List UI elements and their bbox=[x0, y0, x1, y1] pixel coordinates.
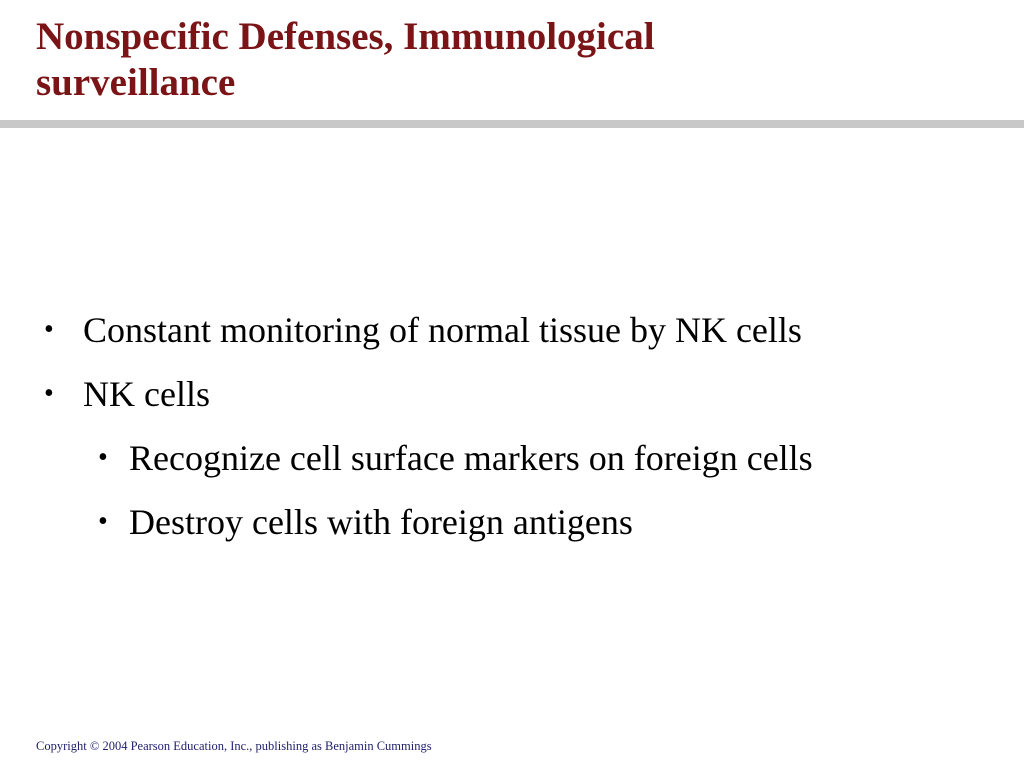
slide-title bbox=[36, 14, 996, 106]
slide-title-line-1: Nonspecific Defenses, Immunological bbox=[36, 15, 655, 58]
bullet-text: Constant monitoring of normal tissue by NK cells bbox=[83, 310, 802, 350]
bullet-marker: • bbox=[44, 314, 54, 345]
slide-title-line-2: surveillance bbox=[36, 61, 236, 104]
sub-bullet-marker: • bbox=[98, 506, 108, 537]
sub-bullet-marker: • bbox=[98, 442, 108, 473]
sub-bullet-item-destroy-cells bbox=[0, 498, 1024, 546]
bullet-marker: • bbox=[44, 378, 54, 409]
sub-bullet-text: Destroy cells with foreign antigens bbox=[129, 502, 633, 542]
sub-bullet-item-recognize-markers bbox=[0, 434, 1024, 482]
title-divider bbox=[0, 120, 1024, 128]
bullet-item-constant-monitoring bbox=[0, 306, 1024, 354]
copyright-footer: Copyright © 2004 Pearson Education, Inc., publishing as Benjamin Cummings bbox=[36, 739, 432, 753]
bullet-item-nk-cells bbox=[0, 370, 1024, 418]
sub-bullet-text: Recognize cell surface markers on foreign cells bbox=[129, 438, 813, 478]
bullet-list bbox=[0, 306, 1024, 562]
bullet-text: NK cells bbox=[83, 374, 210, 414]
